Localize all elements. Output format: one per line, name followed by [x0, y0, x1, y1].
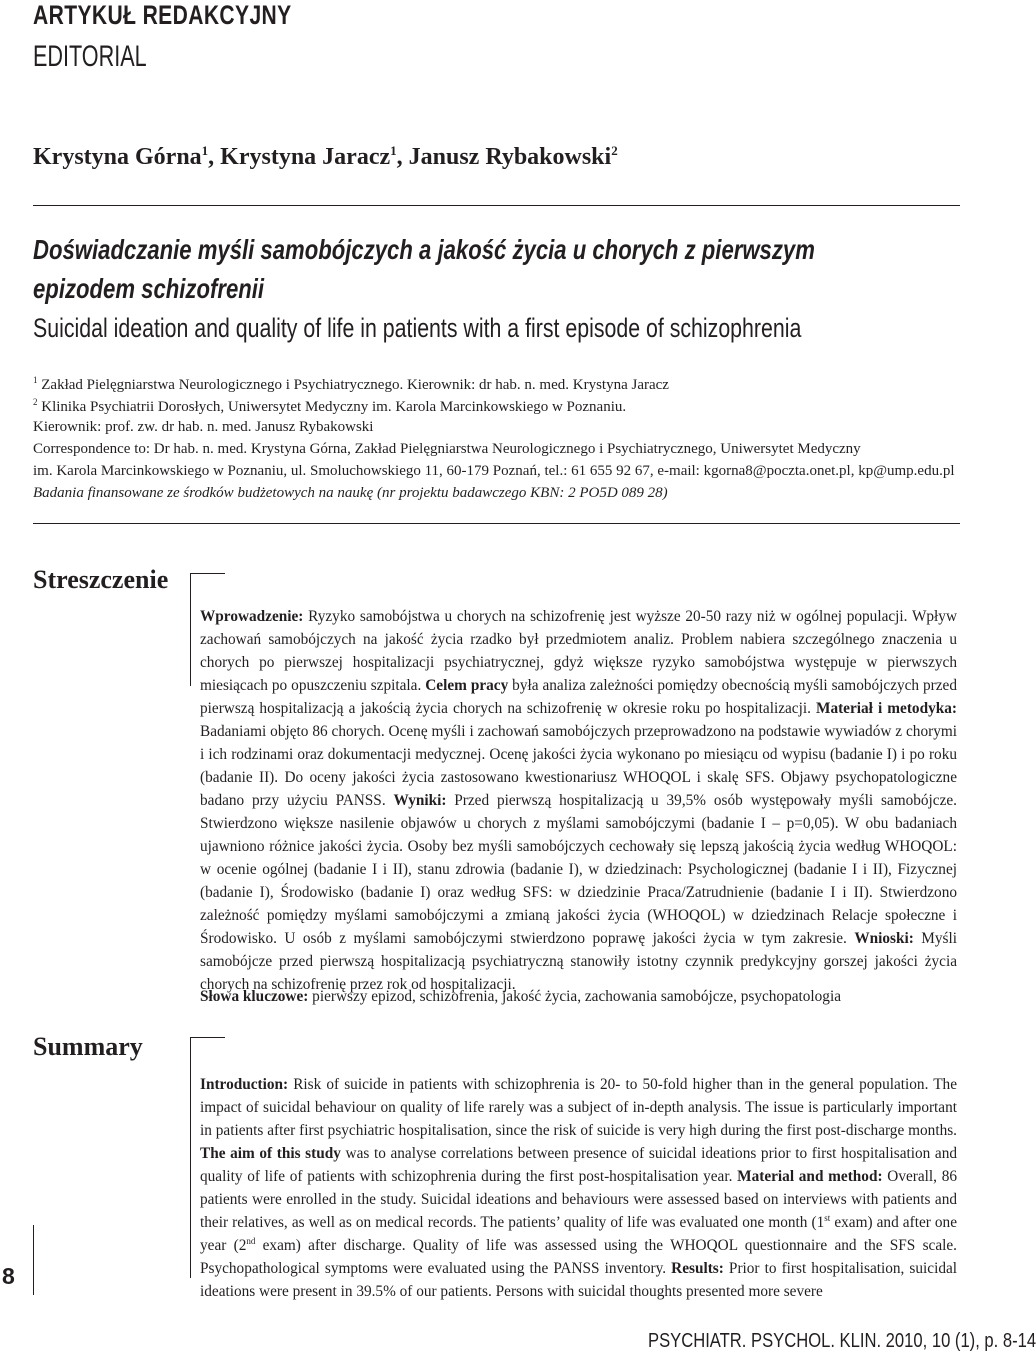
author-name: Krystyna Jaracz — [220, 144, 391, 170]
section-label: Wnioski: — [854, 930, 914, 947]
abstract-text: Przed pierwszą hospitalizacją u 39,5% osób występowały myśli samobójcze. Stwierdzono większe nasilenie objawów u chorych z myślami samobójczymi (badanie I – p=0,05). W obu badaniach ujawniono różnice jakości życia. Osoby bez myśli samobójczych cechowały się lepszą jakością życia według WHOQOL: w ocenie ogólnej (badanie I i II), stanu zdrowia (badanie I), w dziedzinach: Psychologicznej (badanie I i II), Fizycznej (badanie I), Środowisko (badanie I) oraz według SFS: w dziedzinie Praca/Zatrudnienie (badanie I i II). Stwierdzono zależność pomiędzy myślami samobójczymi a zmianą jakości życia (WHOQOL) w dziedzinach Relacje społeczne i Środowisko. U osób z myślami samobójczymi stwierdzono poprawę jakości życia w tym zakresie. — [200, 792, 957, 947]
abstract-text: Ryzyko samobójstwa u chorych na schizofrenię jest wyższe 20-50 razy niż w ogólnej populacji. Wpływ zachowań samobójczych na jakość życia rzadko był przedmiotem analiz. Problem nabiera szczególnego znaczenia u chorych po pierwszej hospitalizacji psychiatrycznej, gdyż większe ryzyko samobójstwa występuje w pierwszych miesiącach po opuszczeniu szpitala. — [200, 608, 957, 694]
abstract-text: was to analyse correlations between presence of suicidal ideations prior to first hospitalisation and quality of life of patients with schizophrenia during the first post-hospitalisation year. — [200, 1145, 957, 1185]
abstract-text: Badaniami objęto 86 chorych. Ocenę myśli i zachowań samobójczych przeprowadzono na podstawie wywiadów z chorymi i ich rodzinami oraz dokumentacji medycznej. Ocenę jakości życia wykonano po miesiącu od wypisu (badanie I) i po roku (badanie II). Do oceny jakości życia zastosowano kwestionariusz WHOQOL i skalę SFS. Objawy psychopatologiczne badano przy użyciu PANSS. — [200, 723, 957, 809]
superscript: st — [824, 1212, 831, 1223]
abstract-text: exam) and after one year (2 — [200, 1214, 957, 1254]
abstract-text: Overall, 86 patients were enrolled in the study. Suicidal ideations and behaviours were assessed based on interviews with patients and their relatives, as well as on medical records. The patients’ quality of life was evaluated one month (1 — [200, 1168, 957, 1231]
abstract-text: Risk of suicide in patients with schizophrenia is 20- to 50-fold higher than in the general population. The impact of suicidal behaviour on quality of life rarely was a subject of in-depth analysis. The issue is particularly important in patients after first psychiatric hospitalisation, since the risk of suicide is very high during the first post-discharge months. — [200, 1076, 957, 1139]
affiliation-text: Klinika Psychiatrii Dorosłych, Uniwersytet Medyczny im. Karola Marcinkowskiego w Poznaniu. — [41, 399, 627, 415]
abstract-text: Myśli samobójcze przed pierwszą hospitalizacją psychiatryczną stanowiły istotny czynnik predykcyjny gorszej jakości życia chorych na schizofrenię przez rok od hospitalizacji. — [200, 930, 957, 993]
article-title-pl-line: epizodem schizofrenii — [33, 273, 265, 304]
section-label: Celem pracy — [425, 677, 509, 694]
summary-body — [200, 1073, 957, 1303]
section-label: The aim of this study — [200, 1145, 341, 1162]
page-number-rule — [33, 1225, 34, 1295]
streszczenie-heading: Streszczenie — [33, 565, 169, 594]
author-affiliation-mark: 1 — [201, 143, 209, 158]
article-title-pl-line: Doświadczanie myśli samobójczych a jakość życia u chorych z pierwszym — [33, 234, 815, 265]
abstract-text: była analiza zależności pomiędzy obecnością myśli samobójczych przed pierwszą hospitalizacją a jakością życia chorych na schizofrenię w okresie roku po hospitalizacji. — [200, 677, 957, 717]
section-label: Material and method: — [737, 1168, 883, 1185]
affiliation-mark: 2 — [33, 397, 38, 407]
section-label: Introduction: — [200, 1076, 289, 1093]
article-title-en: Suicidal ideation and quality of life in patients with a first episode of schizophrenia — [33, 313, 802, 343]
section-label-en: EDITORIAL — [33, 40, 147, 73]
streszczenie-body — [200, 605, 957, 996]
abstract-text: exam) after discharge. Quality of life was assessed using the WHOQOL questionnaire and the SFS scale. Psychopathological symptoms were evaluated using the PANSS inventory. — [200, 1237, 957, 1277]
divider — [33, 523, 960, 524]
section-label: Materiał i metodyka: — [816, 700, 957, 717]
section-label: ARTYKUŁ REDAKCYJNY — [33, 0, 292, 30]
correspondence-line: Correspondence to: Dr hab. n. med. Krystyna Górna, Zakład Pielęgniarstwa Neurologicznego i Psychiatrycznego, Uniwersytet Medyczny — [33, 441, 861, 457]
keywords-label: Słowa kluczowe: — [200, 988, 309, 1005]
section-label: Results: — [671, 1260, 724, 1277]
affiliation-text: Zakład Pielęgniarstwa Neurologicznego i Psychiatrycznego. Kierownik: dr hab. n. med. Krystyna Jaracz — [41, 377, 669, 393]
section-label: Wprowadzenie: — [200, 608, 304, 625]
summary-heading: Summary — [33, 1032, 143, 1061]
affiliation-1 — [33, 375, 669, 394]
journal-reference: PSYCHIATR. PSYCHOL. KLIN. 2010, 10 (1), p. 8-14 — [648, 1330, 1036, 1352]
author-affiliation-mark: 1 — [390, 143, 397, 158]
author-separator: , — [208, 144, 221, 170]
keywords — [200, 988, 841, 1006]
author-separator: , — [396, 144, 409, 170]
keywords-text: pierwszy epizod, schizofrenia, jakość życia, zachowania samobójcze, psychopatologia — [308, 988, 841, 1005]
correspondence-line: im. Karola Marcinkowskiego w Poznaniu, ul. Smoluchowskiego 11, 60-179 Poznań, tel.: 61 655 92 67, e-mail: kgorna8@poczta.onet.pl, kp@ump.edu.pl — [33, 463, 955, 479]
author-name: Janusz Rybakowski — [408, 144, 612, 170]
page-number: 8 — [2, 1263, 15, 1289]
abstract-text: Prior to first hospitalisation, suicidal ideations were present in 39.5% of our patients. Persons with suicidal thoughts presented more severe — [200, 1260, 958, 1300]
superscript: nd — [246, 1235, 256, 1246]
author-list — [33, 143, 618, 171]
affiliation-2-head: Kierownik: prof. zw. dr hab. n. med. Janusz Rybakowski — [33, 419, 374, 435]
author-name: Krystyna Górna — [33, 144, 202, 170]
divider — [33, 205, 960, 206]
section-label: Wyniki: — [393, 792, 447, 809]
affiliation-mark: 1 — [33, 375, 38, 385]
article-title-pl — [33, 230, 953, 308]
author-affiliation-mark: 2 — [611, 143, 618, 158]
funding-note: Badania finansowane ze środków budżetowych na naukę (nr projektu badawczego KBN: 2 PO5D 089 28) — [33, 485, 668, 501]
affiliation-2 — [33, 397, 626, 416]
